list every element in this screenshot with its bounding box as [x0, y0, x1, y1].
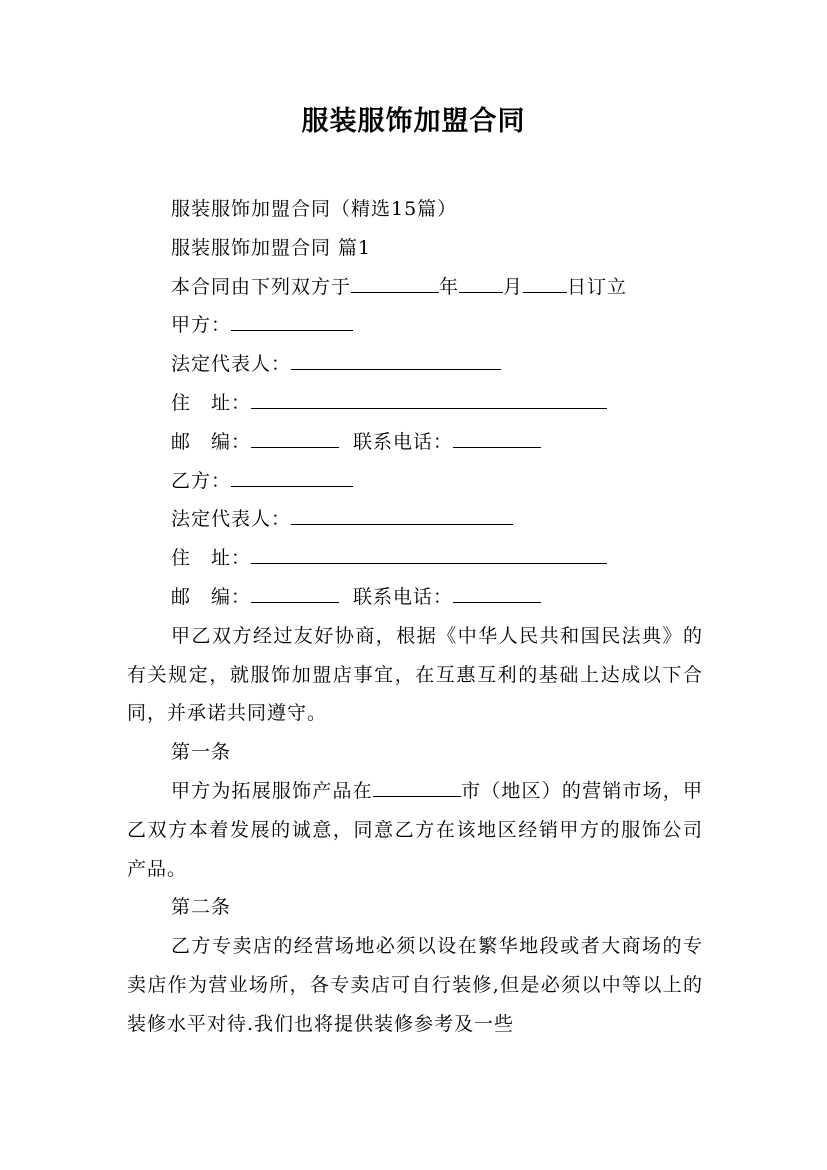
month-blank [459, 274, 503, 293]
party-a-line [127, 306, 703, 345]
article-2-heading: 第二条 [171, 896, 232, 919]
party-b-rep-blank [291, 506, 513, 525]
article-1-paragraph [127, 772, 703, 888]
day-blank [523, 274, 567, 293]
party-b-phone-label: 联系电话： [353, 585, 454, 608]
party-a-contact-line [127, 423, 703, 462]
intro-prefix: 本合同由下列双方于 [171, 275, 352, 298]
party-b-rep-line [127, 500, 703, 539]
party-a-address-blank [251, 390, 607, 409]
party-b-phone-blank [453, 584, 541, 603]
party-a-label: 甲方： [171, 314, 232, 337]
document-body [127, 190, 703, 1044]
chapter-heading: 服装服饰加盟合同 篇1 [171, 236, 372, 259]
city-blank [373, 778, 461, 797]
party-b-address-blank [251, 545, 607, 564]
party-a-zip-label: 邮 编： [171, 430, 252, 453]
party-b-contact-line [127, 578, 703, 617]
party-a-address-line [127, 384, 703, 423]
party-a-phone-label: 联系电话： [353, 430, 454, 453]
party-b-blank [231, 468, 353, 487]
article-1-text-after: 市（地区）的营销市场，甲乙双方本着发展的诚意，同意乙方在该地区经销甲方的服饰公司产品。 [127, 779, 703, 880]
article-1-heading: 第一条 [171, 741, 232, 764]
subtitle-line: 服装服饰加盟合同（精选15篇） [171, 198, 458, 220]
intro-suffix: 日订立 [567, 275, 628, 298]
party-b-rep-label: 法定代表人： [171, 508, 292, 531]
article-1-text-before: 甲方为拓展服饰产品在 [171, 779, 373, 802]
party-b-label: 乙方： [171, 469, 232, 492]
intro-year: 年 [439, 275, 460, 298]
party-b-zip-label: 邮 编： [171, 585, 252, 608]
preamble-paragraph: 甲乙双方经过友好协商，根据《中华人民共和国民法典》的有关规定，就服饰加盟店事宜，在互惠互利的基础上达成以下合同，并承诺共同遵守。 [127, 624, 703, 725]
intro-line [127, 268, 703, 307]
intro-month: 月 [503, 275, 524, 298]
party-a-rep-line [127, 345, 703, 384]
party-b-address-label: 住 址： [171, 547, 252, 570]
party-a-address-label: 住 址： [171, 391, 252, 414]
document-title: 服装服饰加盟合同 [301, 106, 526, 137]
party-a-rep-blank [291, 351, 501, 370]
year-blank [351, 274, 439, 293]
party-a-phone-blank [453, 429, 541, 448]
party-a-zip-blank [251, 429, 339, 448]
party-b-zip-blank [251, 584, 339, 603]
party-b-line [127, 462, 703, 501]
article-2-paragraph: 乙方专卖店的经营场地必须以设在繁华地段或者大商场的专卖店作为营业场所，各专卖店可自行装修,但是必须以中等以上的装修水平对待.我们也将提供装修参考及一些 [127, 935, 703, 1035]
party-a-rep-label: 法定代表人： [171, 353, 292, 376]
party-b-address-line [127, 539, 703, 578]
party-a-blank [231, 312, 353, 331]
